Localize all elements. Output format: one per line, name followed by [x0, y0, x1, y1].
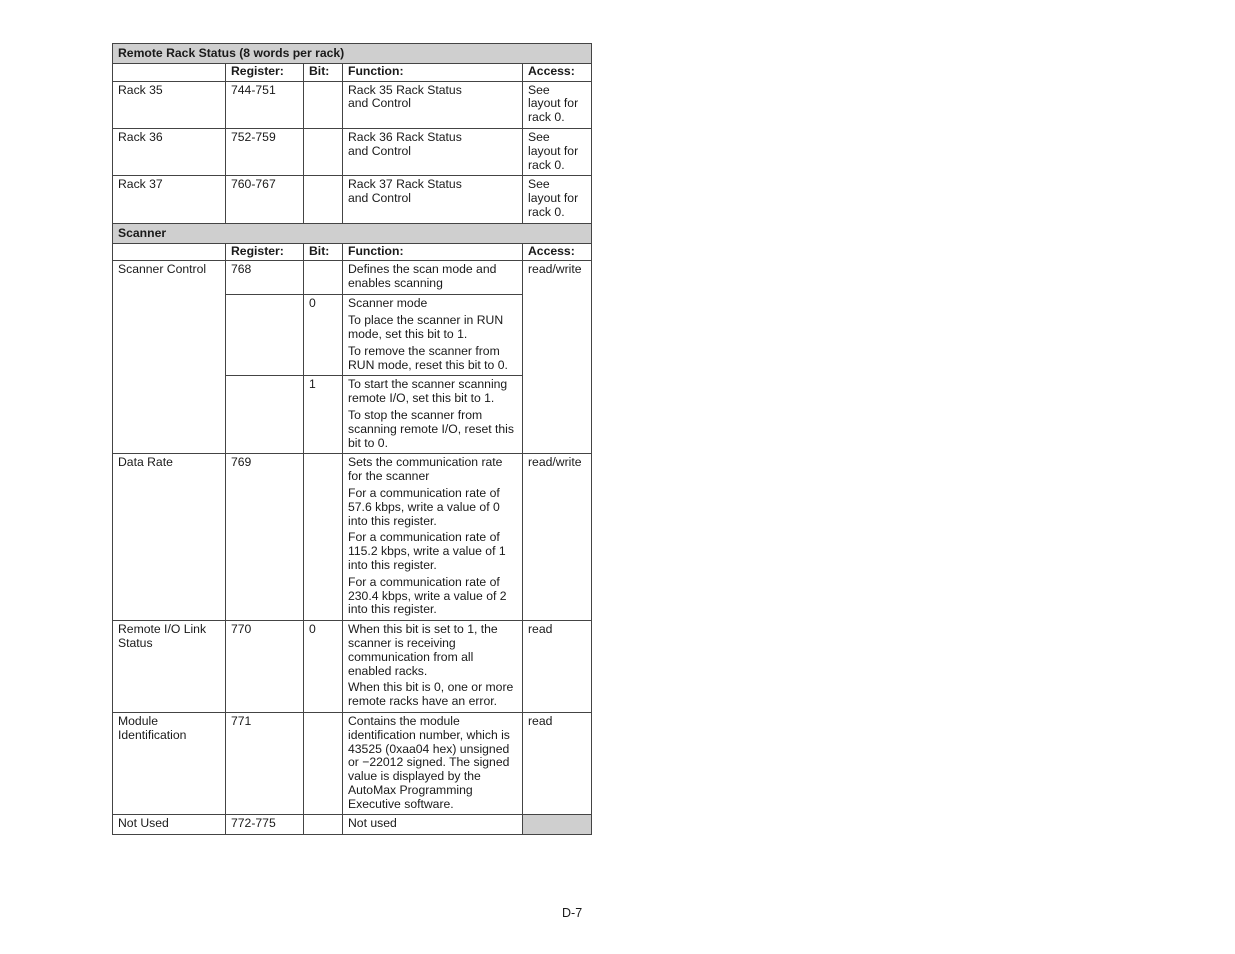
function-paragraph: Scanner mode [348, 296, 428, 311]
section-header-remote-rack [113, 44, 592, 64]
function-line: and Control [348, 96, 412, 111]
function-line: Rack 35 Rack Status [348, 82, 462, 97]
row-name: Not Used [113, 815, 226, 835]
function-paragraph: Defines the scan mode and enables scanning [348, 262, 497, 291]
row-access [523, 815, 592, 835]
row-function [343, 454, 523, 621]
row-register: 760-767 [226, 176, 304, 223]
row-register: 769 [226, 454, 304, 621]
col-header-bit: Bit: [304, 243, 343, 261]
table-row-scanner-control [113, 261, 592, 295]
access-line: rack 0. [528, 110, 565, 125]
access-line: rack 0. [528, 204, 565, 219]
row-register: 752-759 [226, 128, 304, 175]
col-header-name [113, 63, 226, 81]
page-number: D-7 [562, 906, 583, 920]
row-register [226, 295, 304, 376]
register-table [112, 43, 592, 835]
row-function [343, 376, 523, 454]
row-bit: 0 [304, 295, 343, 376]
function-paragraph: For a communication rate of 230.4 kbps, write a value of 2 into this register. [348, 574, 507, 617]
col-header-access: Access: [523, 243, 592, 261]
row-access [523, 81, 592, 128]
row-access: read [523, 621, 592, 713]
table-row-link-status [113, 621, 592, 713]
row-function [343, 261, 523, 295]
row-register: 771 [226, 712, 304, 815]
row-bit: 1 [304, 376, 343, 454]
col-header-name [113, 243, 226, 261]
table-row-rack-37 [113, 176, 592, 223]
function-paragraph: To place the scanner in RUN mode, set this bit to 1. [348, 313, 504, 341]
col-header-function: Function: [343, 63, 523, 81]
function-paragraph: When this bit is set to 1, the scanner is receiving communication from all enabled racks. [348, 622, 498, 678]
section-title: Remote Rack Status (8 words per rack) [113, 44, 592, 64]
row-name: Remote I/O Link Status [113, 621, 226, 713]
row-function [343, 712, 523, 815]
row-register: 772-775 [226, 815, 304, 835]
column-header-row [113, 63, 592, 81]
access-line: rack 0. [528, 157, 565, 172]
row-bit [304, 261, 343, 295]
row-bit: 0 [304, 621, 343, 713]
row-bit [304, 712, 343, 815]
function-paragraph: Sets the communication rate for the scanner [348, 455, 503, 484]
col-header-register: Register: [226, 63, 304, 81]
access-line: See [528, 129, 550, 144]
row-bit [304, 815, 343, 835]
function-paragraph: To start the scanner scanning remote I/O, set this bit to 1. [348, 377, 508, 406]
function-paragraph: To stop the scanner from scanning remote I/O, reset this bit to 0. [348, 407, 514, 450]
row-access [523, 176, 592, 223]
row-register [226, 376, 304, 454]
row-access: read [523, 712, 592, 815]
row-register: 744-751 [226, 81, 304, 128]
table-row-data-rate [113, 454, 592, 621]
col-header-function: Function: [343, 243, 523, 261]
row-name: Rack 36 [113, 128, 226, 175]
row-bit [304, 176, 343, 223]
row-function: Not used [343, 815, 523, 835]
access-line: layout for [528, 191, 579, 206]
function-paragraph: When this bit is 0, one or more remote racks have an error. [348, 680, 514, 709]
row-name: Rack 37 [113, 176, 226, 223]
column-header-row [113, 243, 592, 261]
row-bit [304, 81, 343, 128]
row-function [343, 81, 523, 128]
table-row-rack-36 [113, 128, 592, 175]
row-name: Data Rate [113, 454, 226, 621]
function-paragraph: For a communication rate of 115.2 kbps, write a value of 1 into this register. [348, 530, 506, 572]
row-access: read/write [523, 454, 592, 621]
access-line: layout for [528, 96, 579, 111]
row-access: read/write [523, 261, 592, 454]
table-row-module-id [113, 712, 592, 815]
access-line: layout for [528, 143, 579, 158]
row-bit [304, 128, 343, 175]
col-header-access: Access: [523, 63, 592, 81]
access-line: See [528, 82, 550, 97]
table-row-rack-35 [113, 81, 592, 128]
row-function [343, 295, 523, 376]
row-access [523, 128, 592, 175]
row-name: Rack 35 [113, 81, 226, 128]
row-name: Scanner Control [113, 261, 226, 454]
row-function [343, 128, 523, 175]
access-line: See [528, 177, 550, 192]
table-row-not-used [113, 815, 592, 835]
row-function [343, 621, 523, 713]
function-paragraph: For a communication rate of 57.6 kbps, write a value of 0 into this register. [348, 485, 500, 528]
function-line: Rack 37 Rack Status [348, 177, 462, 192]
section-header-scanner [113, 223, 592, 243]
row-register: 770 [226, 621, 304, 713]
row-name: Module Identification [113, 712, 226, 815]
section-title: Scanner [113, 223, 592, 243]
col-header-register: Register: [226, 243, 304, 261]
col-header-bit: Bit: [304, 63, 343, 81]
function-paragraph: To remove the scanner from RUN mode, reset this bit to 0. [348, 343, 508, 372]
function-line: Rack 36 Rack Status [348, 129, 462, 144]
function-paragraph: Contains the module identification number, which is 43525 (0xaa04 hex) unsigned or −22012 signed. The signed value is displayed by the AutoMax Programming Executive software. [348, 713, 510, 811]
row-register: 768 [226, 261, 304, 295]
function-line: and Control [348, 191, 412, 206]
function-line: and Control [348, 143, 412, 158]
row-function [343, 176, 523, 223]
row-bit [304, 454, 343, 621]
